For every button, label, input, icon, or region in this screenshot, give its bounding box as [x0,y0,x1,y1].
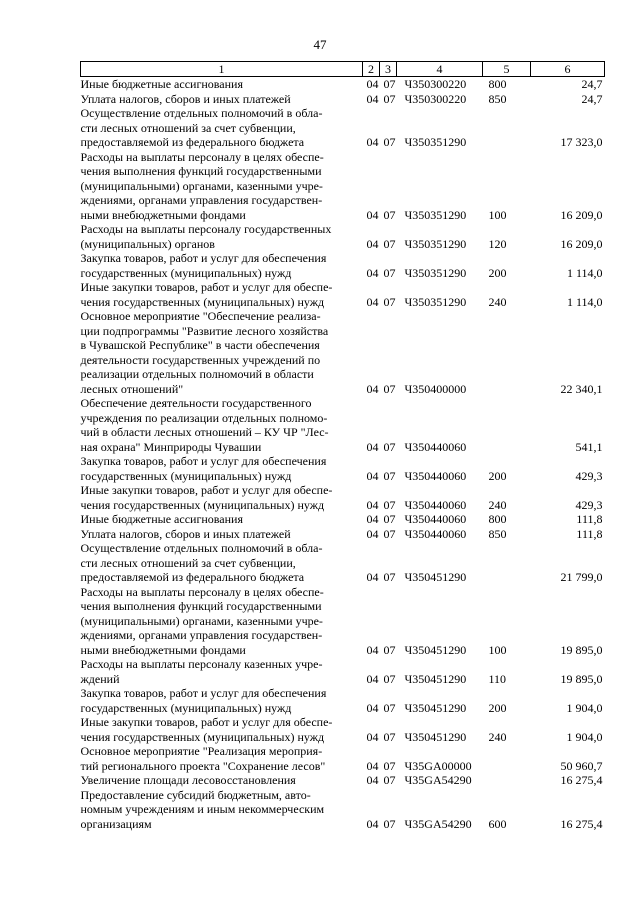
table-row [81,280,605,309]
row-target-code: Ч350440060 [404,468,467,483]
row-amount: 16 275,4 [560,773,603,787]
row-subsection: 07 [383,439,396,454]
row-expense-type: 200 [488,265,507,280]
row-amount: 16 209,0 [560,207,603,222]
table-row [81,106,605,150]
row-subsection: 07 [383,700,396,715]
row-target-code: Ч350300220 [404,77,467,91]
table-row [81,773,605,788]
row-expense-type: 240 [488,497,507,512]
row-target-code: Ч35GA54290 [404,816,472,831]
row-expense-type: 110 [488,671,507,686]
table-row [81,585,605,658]
row-target-code: Ч350451290 [404,671,467,686]
row-expense-type: 850 [488,91,507,106]
row-section: 04 [366,381,379,396]
row-subsection: 07 [383,265,396,280]
row-expense-type: 120 [488,236,507,251]
row-name: Расходы на выплаты персоналу государственных (муниципальных) органов [80,222,332,251]
header-col-6: 6 [531,62,605,77]
row-name: Основное мероприятие "Обеспечение реализа- ции подпрограммы "Развитие лесного хозяйства в Чувашской Республике" в части обеспечения деятельности государственных учреждений по реализации отдельных полномочий в области лесных отношений" [80,309,329,396]
row-subsection: 07 [383,77,396,91]
row-name: Закупка товаров, работ и услуг для обеспечения государственных (муниципальных) нужд [80,686,327,715]
table-row [81,150,605,223]
row-subsection: 07 [383,468,396,483]
row-target-code: Ч350351290 [404,294,467,309]
table-row [81,541,605,585]
row-name: Иные закупки товаров, работ и услуг для обеспе- чения государственных (муниципальных) нужд [80,715,333,744]
row-target-code: Ч350440060 [404,512,467,526]
row-section: 04 [366,729,379,744]
header-col-1: 1 [81,62,363,77]
row-section: 04 [366,773,379,787]
row-expense-type [483,773,531,788]
row-name: Иные закупки товаров, работ и услуг для обеспе- чения государственных (муниципальных) нужд [80,280,333,309]
row-subsection: 07 [383,236,396,251]
row-expense-type: 200 [488,468,507,483]
row-name: Уплата налогов, сборов и иных платежей [80,526,291,541]
row-section: 04 [366,91,379,106]
table-row [81,454,605,483]
row-target-code: Ч350351290 [404,135,467,149]
row-target-code: Ч350400000 [404,381,467,396]
row-expense-type [483,106,531,150]
row-subsection: 07 [383,570,396,584]
row-subsection: 07 [383,381,396,396]
row-amount: 1 904,0 [566,700,603,715]
table-row [81,512,605,527]
row-target-code: Ч350351290 [404,265,467,280]
row-section: 04 [366,758,379,773]
row-name: Расходы на выплаты персоналу казенных учре- ждений [80,657,323,686]
row-section: 04 [366,294,379,309]
table-body [81,77,605,832]
row-amount: 1 114,0 [566,294,603,309]
row-expense-type: 200 [488,700,507,715]
row-subsection: 07 [383,207,396,222]
row-section: 04 [366,236,379,251]
row-name: Закупка товаров, работ и услуг для обеспечения государственных (муниципальных) нужд [80,454,327,483]
row-name: Иные бюджетные ассигнования [80,512,243,526]
row-expense-type: 100 [488,642,507,657]
row-amount: 111,8 [576,512,603,526]
row-target-code: Ч350440060 [404,497,467,512]
row-subsection: 07 [383,773,396,787]
row-amount: 21 799,0 [560,570,603,584]
row-target-code: Ч350351290 [404,207,467,222]
row-section: 04 [366,700,379,715]
row-amount: 1 904,0 [566,729,603,744]
row-expense-type: 600 [488,816,507,831]
row-section: 04 [366,207,379,222]
header-col-2: 2 [363,62,380,77]
row-target-code: Ч35GA54290 [404,773,472,787]
row-subsection: 07 [383,729,396,744]
row-name: Иные бюджетные ассигнования [80,77,243,91]
table-row [81,527,605,542]
row-section: 04 [366,265,379,280]
table-row [81,396,605,454]
row-target-code: Ч350451290 [404,642,467,657]
row-amount: 24,7 [581,77,603,91]
row-expense-type: 100 [488,207,507,222]
row-subsection: 07 [383,816,396,831]
row-subsection: 07 [383,642,396,657]
row-target-code: Ч350440060 [404,439,467,454]
header-col-4: 4 [397,62,483,77]
row-expense-type: 800 [488,512,507,526]
row-expense-type [483,744,531,773]
row-amount: 22 340,1 [560,381,603,396]
row-subsection: 07 [383,758,396,773]
row-section: 04 [366,77,379,91]
row-amount: 17 323,0 [560,135,603,149]
table-row [81,309,605,396]
row-expense-type: 240 [488,294,507,309]
row-subsection: 07 [383,526,396,541]
row-name: Уплата налогов, сборов и иных платежей [80,91,291,106]
row-subsection: 07 [383,497,396,512]
row-section: 04 [366,135,379,149]
table-row [81,222,605,251]
row-target-code: Ч350451290 [404,570,467,584]
row-amount: 16 209,0 [560,236,603,251]
table-row [81,744,605,773]
row-target-code: Ч350451290 [404,729,467,744]
table-row [81,483,605,512]
row-name: Закупка товаров, работ и услуг для обеспечения государственных (муниципальных) нужд [80,251,327,280]
row-target-code: Ч350440060 [404,526,467,541]
row-name: Расходы на выплаты персоналу в целях обеспе- чения выполнения функций государственными (муниципальными) органами, казенными учре- ждениями, органами управления государствен- ными внебюджетными фондами [80,584,324,657]
row-section: 04 [366,526,379,541]
header-col-3: 3 [380,62,397,77]
table-row [81,92,605,107]
row-subsection: 07 [383,671,396,686]
table-row [81,77,605,92]
row-section: 04 [366,468,379,483]
row-amount: 429,3 [575,468,603,483]
table-row [81,251,605,280]
row-target-code: Ч350300220 [404,91,467,106]
row-section: 04 [366,642,379,657]
row-amount: 429,3 [575,497,603,512]
row-section: 04 [366,671,379,686]
row-section: 04 [366,497,379,512]
row-name: Обеспечение деятельности государственного учреждения по реализации отдельных полномо- чий в области лесных отношений – КУ ЧР "Лес- ная охрана" Минприроды Чувашии [80,396,329,454]
row-name: Осуществление отдельных полномочий в обла- сти лесных отношений за счет субвенции, предоставляемой из федерального бюджета [80,541,323,584]
row-section: 04 [366,570,379,584]
row-subsection: 07 [383,294,396,309]
row-amount: 19 895,0 [560,642,603,657]
row-expense-type [483,309,531,396]
row-subsection: 07 [383,91,396,106]
row-target-code: Ч350451290 [404,700,467,715]
row-name: Увеличение площади лесовосстановления [80,773,296,787]
row-target-code: Ч350351290 [404,236,467,251]
row-amount: 24,7 [581,91,603,106]
row-expense-type: 800 [488,77,507,91]
row-name: Иные закупки товаров, работ и услуг для обеспе- чения государственных (муниципальных) нужд [80,483,333,512]
row-name: Предоставление субсидий бюджетным, авто- номным учреждениям и иным некоммерческим организациям [80,787,325,831]
row-subsection: 07 [383,512,396,526]
budget-table [80,61,605,831]
row-name: Расходы на выплаты персоналу в целях обеспе- чения выполнения функций государственными (муниципальными) органами, казенными учре- ждениями, органами управления государствен- ными внебюджетными фондами [80,149,324,222]
row-target-code: Ч35GA00000 [404,758,472,773]
table-row [81,715,605,744]
row-amount: 50 960,7 [560,758,603,773]
table-row [81,686,605,715]
row-section: 04 [366,439,379,454]
row-expense-type: 240 [488,729,507,744]
row-expense-type [483,396,531,454]
row-amount: 16 275,4 [560,816,603,831]
header-col-5: 5 [483,62,531,77]
page-number: 47 [313,37,327,52]
table-row [81,788,605,832]
row-amount: 111,8 [576,526,603,541]
row-amount: 541,1 [575,439,603,454]
table-row [81,657,605,686]
row-subsection: 07 [383,135,396,149]
row-expense-type [483,541,531,585]
row-amount: 1 114,0 [566,265,603,280]
row-section: 04 [366,512,379,526]
row-amount: 19 895,0 [560,671,603,686]
row-name: Осуществление отдельных полномочий в обла- сти лесных отношений за счет субвенции, предоставляемой из федерального бюджета [80,106,323,149]
table-header-row [81,62,605,77]
row-section: 04 [366,816,379,831]
row-expense-type: 850 [488,526,507,541]
row-name: Основное мероприятие "Реализация мероприя- тий регионального проекта "Сохранение лесов" [80,744,326,773]
